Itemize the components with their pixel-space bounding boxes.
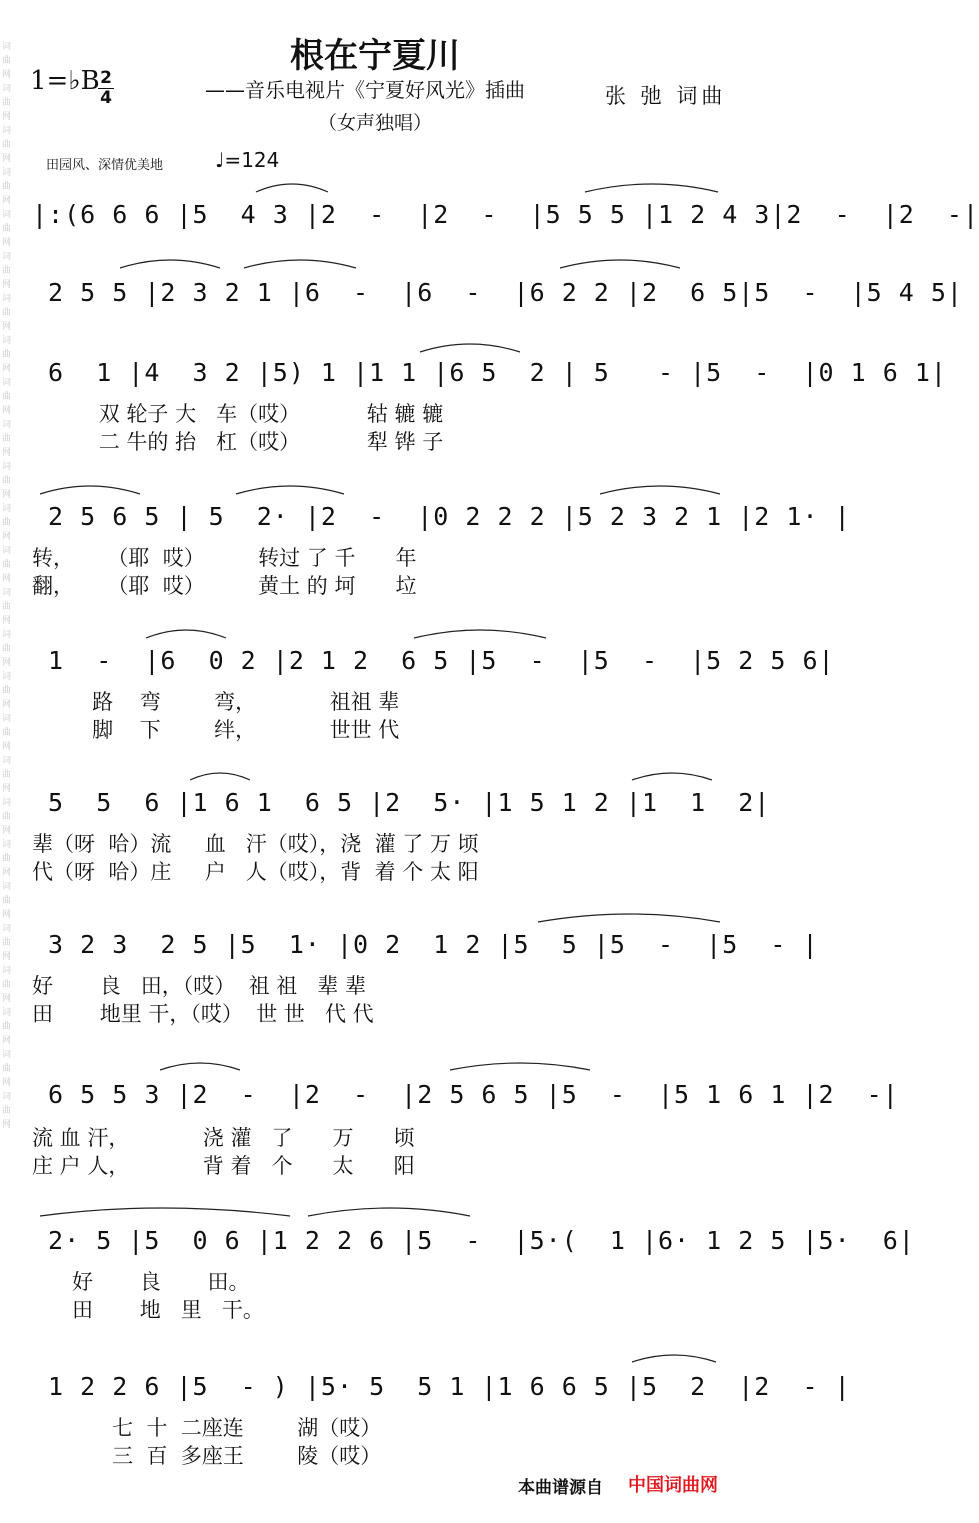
slur (560, 260, 680, 268)
slur (632, 773, 712, 780)
subtitle: ——音乐电视片《宁夏好风光》插曲 (205, 78, 525, 102)
source-site-link[interactable]: 中国词曲网 (628, 1475, 718, 1496)
lyrics-verse-1: 路 弯 弯， 祖祖 辈 (32, 690, 400, 714)
slur (244, 260, 356, 268)
watermark-strip: 词曲网词曲网词曲网词曲网词曲网词曲网词曲网词曲网词曲网词曲网词曲网词曲网词曲网词曲网词曲网词曲网词曲网词曲网词曲网词曲网词曲网词曲网词曲网词曲网词曲网词曲网 (2, 42, 12, 1130)
slur (40, 486, 140, 494)
notation-line: 6 5 5 3 |2 - |2 - |2 5 6 5 |5 - |5 1 6 1 |2 -| (32, 1080, 899, 1109)
lyrics-verse-2: 脚 下 绊， 世世 代 (32, 718, 400, 742)
lyrics-verse-2: 田 地 里 干。 (32, 1298, 264, 1322)
slur (632, 1355, 716, 1362)
source-label: 本曲谱源自 (518, 1478, 603, 1498)
notation-line: 2 5 5 |2 3 2 1 |6 - |6 - |6 2 2 |2 6 5|5 - |5 4 5| (32, 278, 963, 307)
slur (190, 773, 250, 780)
style-marking: 田园风、深情优美地 (46, 158, 164, 173)
lyrics-verse-1: 流 血 汗， 浇 灌 了 万 顷 (32, 1126, 415, 1150)
lyrics-verse-2: 代（呀 哈）庄 户 人（哎），背 着 个 太 阳 (32, 860, 479, 884)
lyrics-verse-2: 田 地里 干，（哎） 世 世 代 代 (32, 1002, 374, 1026)
slur (585, 184, 718, 192)
notation-line: 5 5 6 |1 6 1 6 5 |2 5· |1 5 1 2 |1 1 2| (32, 788, 771, 817)
notation-line: 6 1 |4 3 2 |5) 1 |1 1 |6 5 2 | 5 - |5 - |0 1 6 1| (32, 358, 947, 387)
slur (40, 1208, 290, 1216)
lyrics-verse-2: 翻， （耶 哎） 黄土 的 坷 垃 (32, 574, 417, 598)
lyrics-verse-1: 好 良 田，（哎） 祖 祖 辈 辈 (32, 974, 366, 998)
notation-line: 1 2 2 6 |5 - ) |5· 5 5 1 |1 6 6 5 |5 2 |2 - | (32, 1372, 851, 1401)
slur (538, 914, 720, 922)
slur (146, 630, 226, 638)
author-credit: 张 弛 词曲 (605, 84, 727, 108)
meter-top: 2 (100, 68, 112, 88)
performance-note: （女声独唱） (318, 112, 433, 134)
notation-line: 3 2 3 2 5 |5 1· |0 2 1 2 |5 5 |5 - |5 - | (32, 930, 819, 959)
lyrics-verse-1: 转， （耶 哎） 转过 了 千 年 (32, 546, 417, 570)
slur (414, 630, 546, 638)
notation-line: 2 5 6 5 | 5 2· |2 - |0 2 2 2 |5 2 3 2 1 |2 1· | (32, 502, 851, 531)
lyrics-verse-1: 辈（呀 哈）流 血 汗（哎），浇 灌 了 万 顷 (32, 832, 479, 856)
lyrics-verse-2: 二 牛的 抬 杠（哎） 犁 铧 子 (32, 430, 444, 454)
slur (420, 344, 520, 352)
lyrics-verse-1: 双 轮子 大 车（哎） 轱 辘 辘 (32, 402, 444, 426)
slur (308, 1208, 470, 1216)
slur (450, 1063, 590, 1070)
slur (256, 184, 328, 192)
lyrics-verse-1: 七 十 二座连 湖（哎） (32, 1416, 382, 1440)
slur (120, 260, 220, 268)
notation-line: |:(6 6 6 |5 4 3 |2 - |2 - |5 5 5 |1 2 4 3|2 - |2 -| (32, 200, 979, 229)
slur (236, 486, 344, 494)
notation-line: 2· 5 |5 0 6 |1 2 2 6 |5 - |5·( 1 |6· 1 2 5 |5· 6| (32, 1226, 915, 1255)
lyrics-verse-2: 三 百 多座王 陵（哎） (32, 1444, 382, 1468)
slur (600, 486, 720, 494)
tempo-marking: ♩=124 (215, 148, 280, 172)
lyrics-verse-2: 庄 户 人， 背 着 个 太 阳 (32, 1154, 415, 1178)
page-title: 根在宁夏川 (290, 36, 460, 76)
lyrics-verse-1: 好 良 田。 (32, 1270, 250, 1294)
notation-line: 1 - |6 0 2 |2 1 2 6 5 |5 - |5 - |5 2 5 6| (32, 646, 835, 675)
meter-bottom: 4 (100, 88, 112, 108)
slur (160, 1063, 240, 1070)
key-signature: 1=♭B (30, 66, 100, 96)
